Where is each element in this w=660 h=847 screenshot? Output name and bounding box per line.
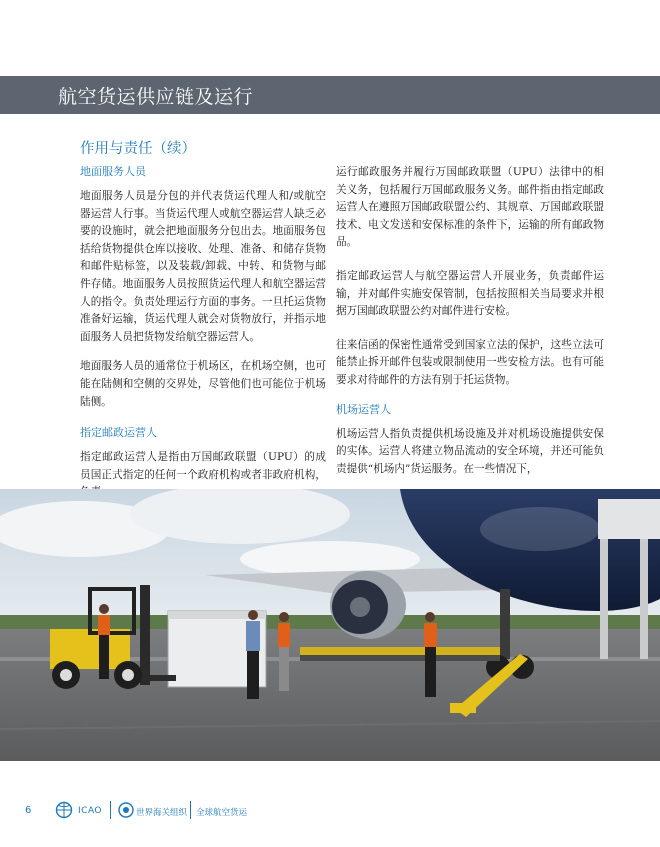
paragraph: 往来信函的保密性通常受到国家立法的保护，这些立法可能禁止拆开邮件包装或限制使用一些安检方法。也有可能要求对待邮件的方法有别于托运货物。 <box>336 338 604 386</box>
subheading-designated-postal: 指定邮政运营人 <box>80 426 157 440</box>
paragraph: 地面服务人员是分包的并代表货运代理人和/或航空器运营人行事。当货运代理人或航空器运营人缺乏必要的设施时，就会把地面服务分包出去。地面服务包括给货物提供仓库以接收、处理、准备、和储存货物和邮件贴标签，以及装载/卸载、中转、和货物与邮件存储。地面服务人员按照货运代理人和航空器运营人的指令。负责处理运行方面的事务。一旦托运货物准备好运输，货运代理人就会对货物放行，并指示地面服务人员把货物发给航空器运营人。 <box>80 190 326 343</box>
cargo-loading-photo <box>0 489 660 761</box>
wco-emblem-icon <box>118 801 134 823</box>
paragraph: 地面服务人员的通常位于机场区，在机场空侧，也可能在陆侧和空侧的交界处，尽管他们也可能位于机场陆侧。 <box>80 360 326 408</box>
chapter-title: 航空货运供应链及运行 <box>58 86 254 108</box>
paragraph: 运行邮政服务并履行万国邮政联盟（UPU）法律中的相关义务，包括履行万国邮政服务义务。邮件指由指定邮政运营人在遵照万国邮政联盟公约、其规章、万国邮政联盟技术、电文发送和安保标准的条件下，运输的所有邮政物品。 <box>336 166 604 249</box>
divider <box>110 801 111 819</box>
paragraph: 机场运营人指负责提供机场设施及并对机场设施提供安保的实体。运营人将建立物品流动的安全环境，并还可能负责提供“机场内”货运服务。在一些情况下， <box>336 427 604 475</box>
icao-emblem-icon <box>54 801 74 823</box>
chapter-banner <box>0 76 660 114</box>
right-column <box>336 164 604 490</box>
section-title: 作用与责任（续） <box>80 141 196 157</box>
paragraph: 指定邮政运营人是指由万国邮政联盟（UPU）的成员国正式指定的任何一个政府机构或者非政府机构， <box>80 451 326 481</box>
icao-label: ICAO <box>78 806 103 816</box>
page-footer <box>0 797 660 827</box>
paragraph: 指定邮政运营人与航空器运营人开展业务，负责邮件运输，并对邮件实施安保管制，包括按照相关当局要求并根据万国邮政联盟公约对邮件进行安检。 <box>336 269 604 318</box>
left-column <box>80 164 326 514</box>
subheading-airport-operator: 机场运营人 <box>336 402 391 416</box>
subheading-ground-handler: 地面服务人员 <box>80 165 146 178</box>
divider <box>190 801 191 819</box>
wco-label: 世界海关组织 <box>136 808 188 818</box>
page-number: 6 <box>25 805 32 816</box>
publication-title: 全球航空货运 <box>196 808 248 818</box>
